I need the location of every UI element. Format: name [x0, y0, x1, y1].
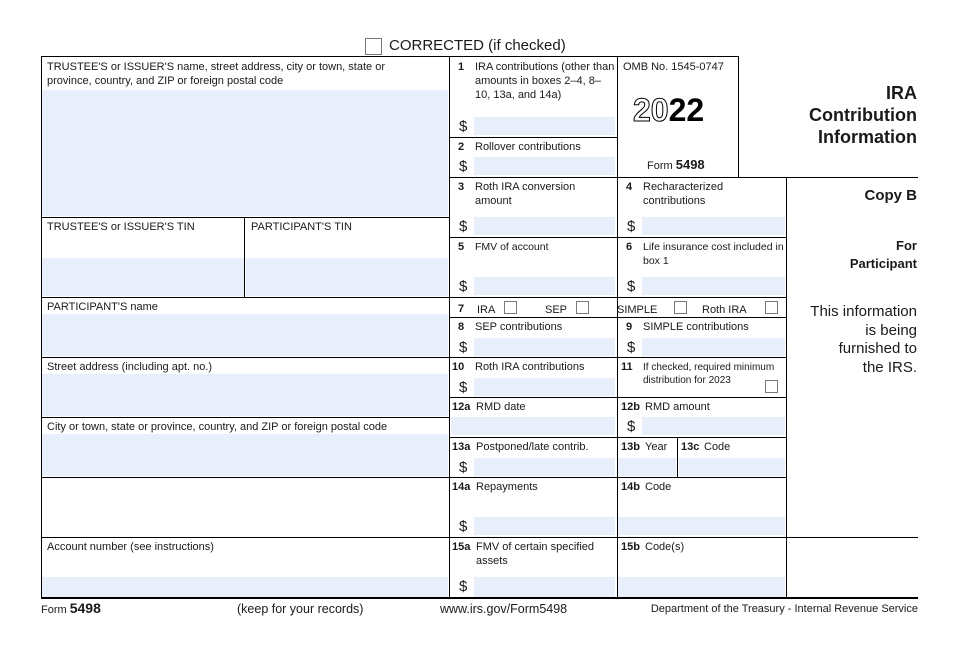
- box7-roth-label: Roth IRA: [702, 304, 747, 316]
- trustee-tin-field[interactable]: [42, 258, 244, 296]
- tax-year-outline: 20: [633, 92, 669, 128]
- box14b-number: 14b: [621, 481, 640, 493]
- box5-number: 5: [458, 241, 465, 253]
- box11-checkbox[interactable]: [765, 380, 778, 393]
- box5-dollar: $: [459, 278, 468, 295]
- box13a-number: 13a: [452, 441, 471, 453]
- account-number-field[interactable]: [42, 577, 448, 597]
- row-line: [41, 477, 786, 478]
- trustee-tin-label: TRUSTEE'S or ISSUER'S TIN: [47, 221, 195, 233]
- box7-ira-checkbox[interactable]: [504, 301, 517, 314]
- irs-notice: [810, 303, 917, 377]
- irs-notice-line3: furnished to: [838, 340, 917, 357]
- box2-number: 2: [458, 141, 465, 153]
- box10-number: 10: [452, 361, 465, 373]
- box6-field[interactable]: [642, 277, 785, 295]
- box1-dollar: $: [459, 118, 468, 135]
- irs-notice-line4: the IRS.: [862, 358, 917, 376]
- box15a-dollar: $: [459, 578, 468, 595]
- box10-field[interactable]: [474, 378, 615, 396]
- omb-form-prefix: Form: [647, 160, 673, 172]
- box4-label: Recharacterized contributions: [643, 181, 724, 207]
- col-line: [738, 56, 739, 178]
- form-title: [809, 82, 917, 148]
- corrected-checkbox[interactable]: [365, 38, 382, 55]
- box7-roth-checkbox[interactable]: [765, 301, 778, 314]
- box9-field[interactable]: [642, 338, 785, 356]
- street-address-label: Street address (including apt. no.): [47, 361, 213, 373]
- box15b-number: 15b: [621, 541, 640, 553]
- footer-url: www.irs.gov/Form5498: [440, 602, 568, 616]
- tax-year: [633, 92, 704, 128]
- row-line: [41, 357, 786, 358]
- box4-field[interactable]: [642, 217, 785, 235]
- box9-dollar: $: [627, 339, 636, 356]
- col-line: [449, 56, 450, 598]
- box11-number: 11: [621, 361, 633, 373]
- box15a-label: FMV of certain specified assets: [476, 541, 594, 567]
- box4-number: 4: [626, 181, 633, 193]
- col-line: [617, 56, 618, 598]
- trustee-name-label: TRUSTEE'S or ISSUER'S name, street address, city or town, state or province, country, and ZIP or foreign postal code: [47, 61, 385, 87]
- footer-form-id: [41, 600, 101, 618]
- left-border: [41, 56, 42, 598]
- participant-name-label: PARTICIPANT'S name: [47, 301, 158, 313]
- box12b-field[interactable]: [642, 417, 785, 435]
- omb-form-label: [647, 158, 705, 173]
- box9-label: SIMPLE contributions: [643, 321, 749, 333]
- for-line2: Participant: [849, 256, 917, 271]
- omb-number: OMB No. 1545-0747: [623, 61, 724, 73]
- row-line: [41, 297, 786, 298]
- row-line: [41, 417, 449, 418]
- box14b-label: Code: [645, 481, 672, 493]
- box6-label: Life insurance cost included in box 1: [643, 241, 784, 267]
- box10-label: Roth IRA contributions: [475, 361, 585, 373]
- box15b-label: Code(s): [645, 541, 685, 553]
- box12a-label: RMD date: [476, 401, 526, 413]
- box7-ira-label: IRA: [477, 304, 496, 316]
- box13a-dollar: $: [459, 459, 468, 476]
- box14a-label: Repayments: [476, 481, 538, 493]
- col-line: [786, 177, 787, 598]
- for-line1: For: [896, 238, 917, 253]
- irs-notice-line2: is being: [865, 321, 917, 339]
- box14a-number: 14a: [452, 481, 471, 493]
- box2-dollar: $: [459, 158, 468, 175]
- city-field[interactable]: [42, 434, 448, 476]
- omb-form-number: 5498: [675, 157, 705, 172]
- box8-field[interactable]: [474, 338, 615, 356]
- box13c-label: Code: [704, 441, 731, 453]
- form-title-line1: IRA: [886, 83, 917, 103]
- box13a-field[interactable]: [474, 458, 615, 476]
- box7-sep-label: SEP: [545, 304, 568, 316]
- box3-label: Roth IRA conversion amount: [475, 181, 576, 207]
- box3-dollar: $: [459, 218, 468, 235]
- city-label: City or town, state or province, country, and ZIP or foreign postal code: [47, 421, 388, 433]
- box14a-field[interactable]: [474, 517, 615, 535]
- box11-label: If checked, required minimum distribution for 2023: [643, 362, 775, 386]
- box5-label: FMV of account: [475, 241, 549, 253]
- box10-dollar: $: [459, 379, 468, 396]
- top-border: [41, 56, 738, 57]
- box7-sep-checkbox[interactable]: [576, 301, 589, 314]
- footer-dept: Department of the Treasury - Internal Revenue Service: [650, 603, 918, 615]
- form-title-line2: Contribution: [809, 105, 917, 125]
- box13c-number: 13c: [681, 441, 700, 453]
- for-participant: [850, 237, 917, 273]
- box13b-field[interactable]: [618, 458, 676, 476]
- participant-tin-label: PARTICIPANT'S TIN: [251, 221, 352, 233]
- box12b-label: RMD amount: [645, 401, 710, 413]
- copy-label: Copy B: [864, 187, 917, 204]
- box8-number: 8: [458, 321, 465, 333]
- box9-number: 9: [626, 321, 633, 333]
- box6-dollar: $: [627, 278, 636, 295]
- participant-name-field[interactable]: [42, 314, 448, 356]
- form-title-line3: Information: [818, 127, 917, 147]
- box2-field[interactable]: [474, 157, 615, 175]
- box12a-number: 12a: [452, 401, 471, 413]
- box13b-number: 13b: [621, 441, 640, 453]
- box7-simple-checkbox[interactable]: [674, 301, 687, 314]
- footer-form-number: 5498: [69, 600, 101, 616]
- box1-number: 1: [458, 61, 465, 73]
- box3-number: 3: [458, 181, 465, 193]
- box14a-dollar: $: [459, 518, 468, 535]
- box1-label: IRA contributions (other than amounts in boxes 2–4, 8–10, 13a, and 14a): [475, 61, 615, 101]
- box15a-field[interactable]: [474, 577, 615, 597]
- corrected-label: CORRECTED (if checked): [389, 37, 566, 54]
- box13c-field[interactable]: [679, 458, 785, 476]
- row-line: [41, 217, 449, 218]
- box12b-dollar: $: [627, 418, 636, 435]
- footer-form-prefix: Form: [41, 604, 67, 616]
- box8-dollar: $: [459, 339, 468, 356]
- box3-field[interactable]: [474, 217, 615, 235]
- box2-label: Rollover contributions: [475, 141, 581, 153]
- trustee-name-field[interactable]: [42, 90, 448, 216]
- col-line: [677, 437, 678, 477]
- box8-label: SEP contributions: [475, 321, 563, 333]
- col-line: [244, 217, 245, 297]
- row-line: [449, 137, 617, 138]
- box7-simple-label: SIMPLE: [617, 304, 658, 316]
- box5-field[interactable]: [474, 277, 615, 295]
- box6-number: 6: [626, 241, 633, 253]
- footer-keep-note: (keep for your records): [237, 602, 364, 616]
- box7-number: 7: [458, 303, 465, 315]
- box15b-field[interactable]: [618, 577, 785, 597]
- box15a-number: 15a: [452, 541, 471, 553]
- box13a-label: Postponed/late contrib.: [476, 441, 589, 453]
- account-number-label: Account number (see instructions): [47, 541, 214, 553]
- tax-year-bold: 22: [668, 92, 705, 128]
- irs-notice-line1: This information: [810, 303, 917, 320]
- box13b-label: Year: [645, 441, 668, 453]
- participant-tin-field[interactable]: [246, 258, 448, 296]
- box12a-field[interactable]: [451, 417, 615, 435]
- box4-dollar: $: [627, 218, 636, 235]
- title-underline: [786, 177, 918, 178]
- box12b-number: 12b: [621, 401, 640, 413]
- street-address-field[interactable]: [42, 374, 448, 416]
- box1-field[interactable]: [474, 117, 615, 135]
- box14b-field[interactable]: [618, 517, 785, 535]
